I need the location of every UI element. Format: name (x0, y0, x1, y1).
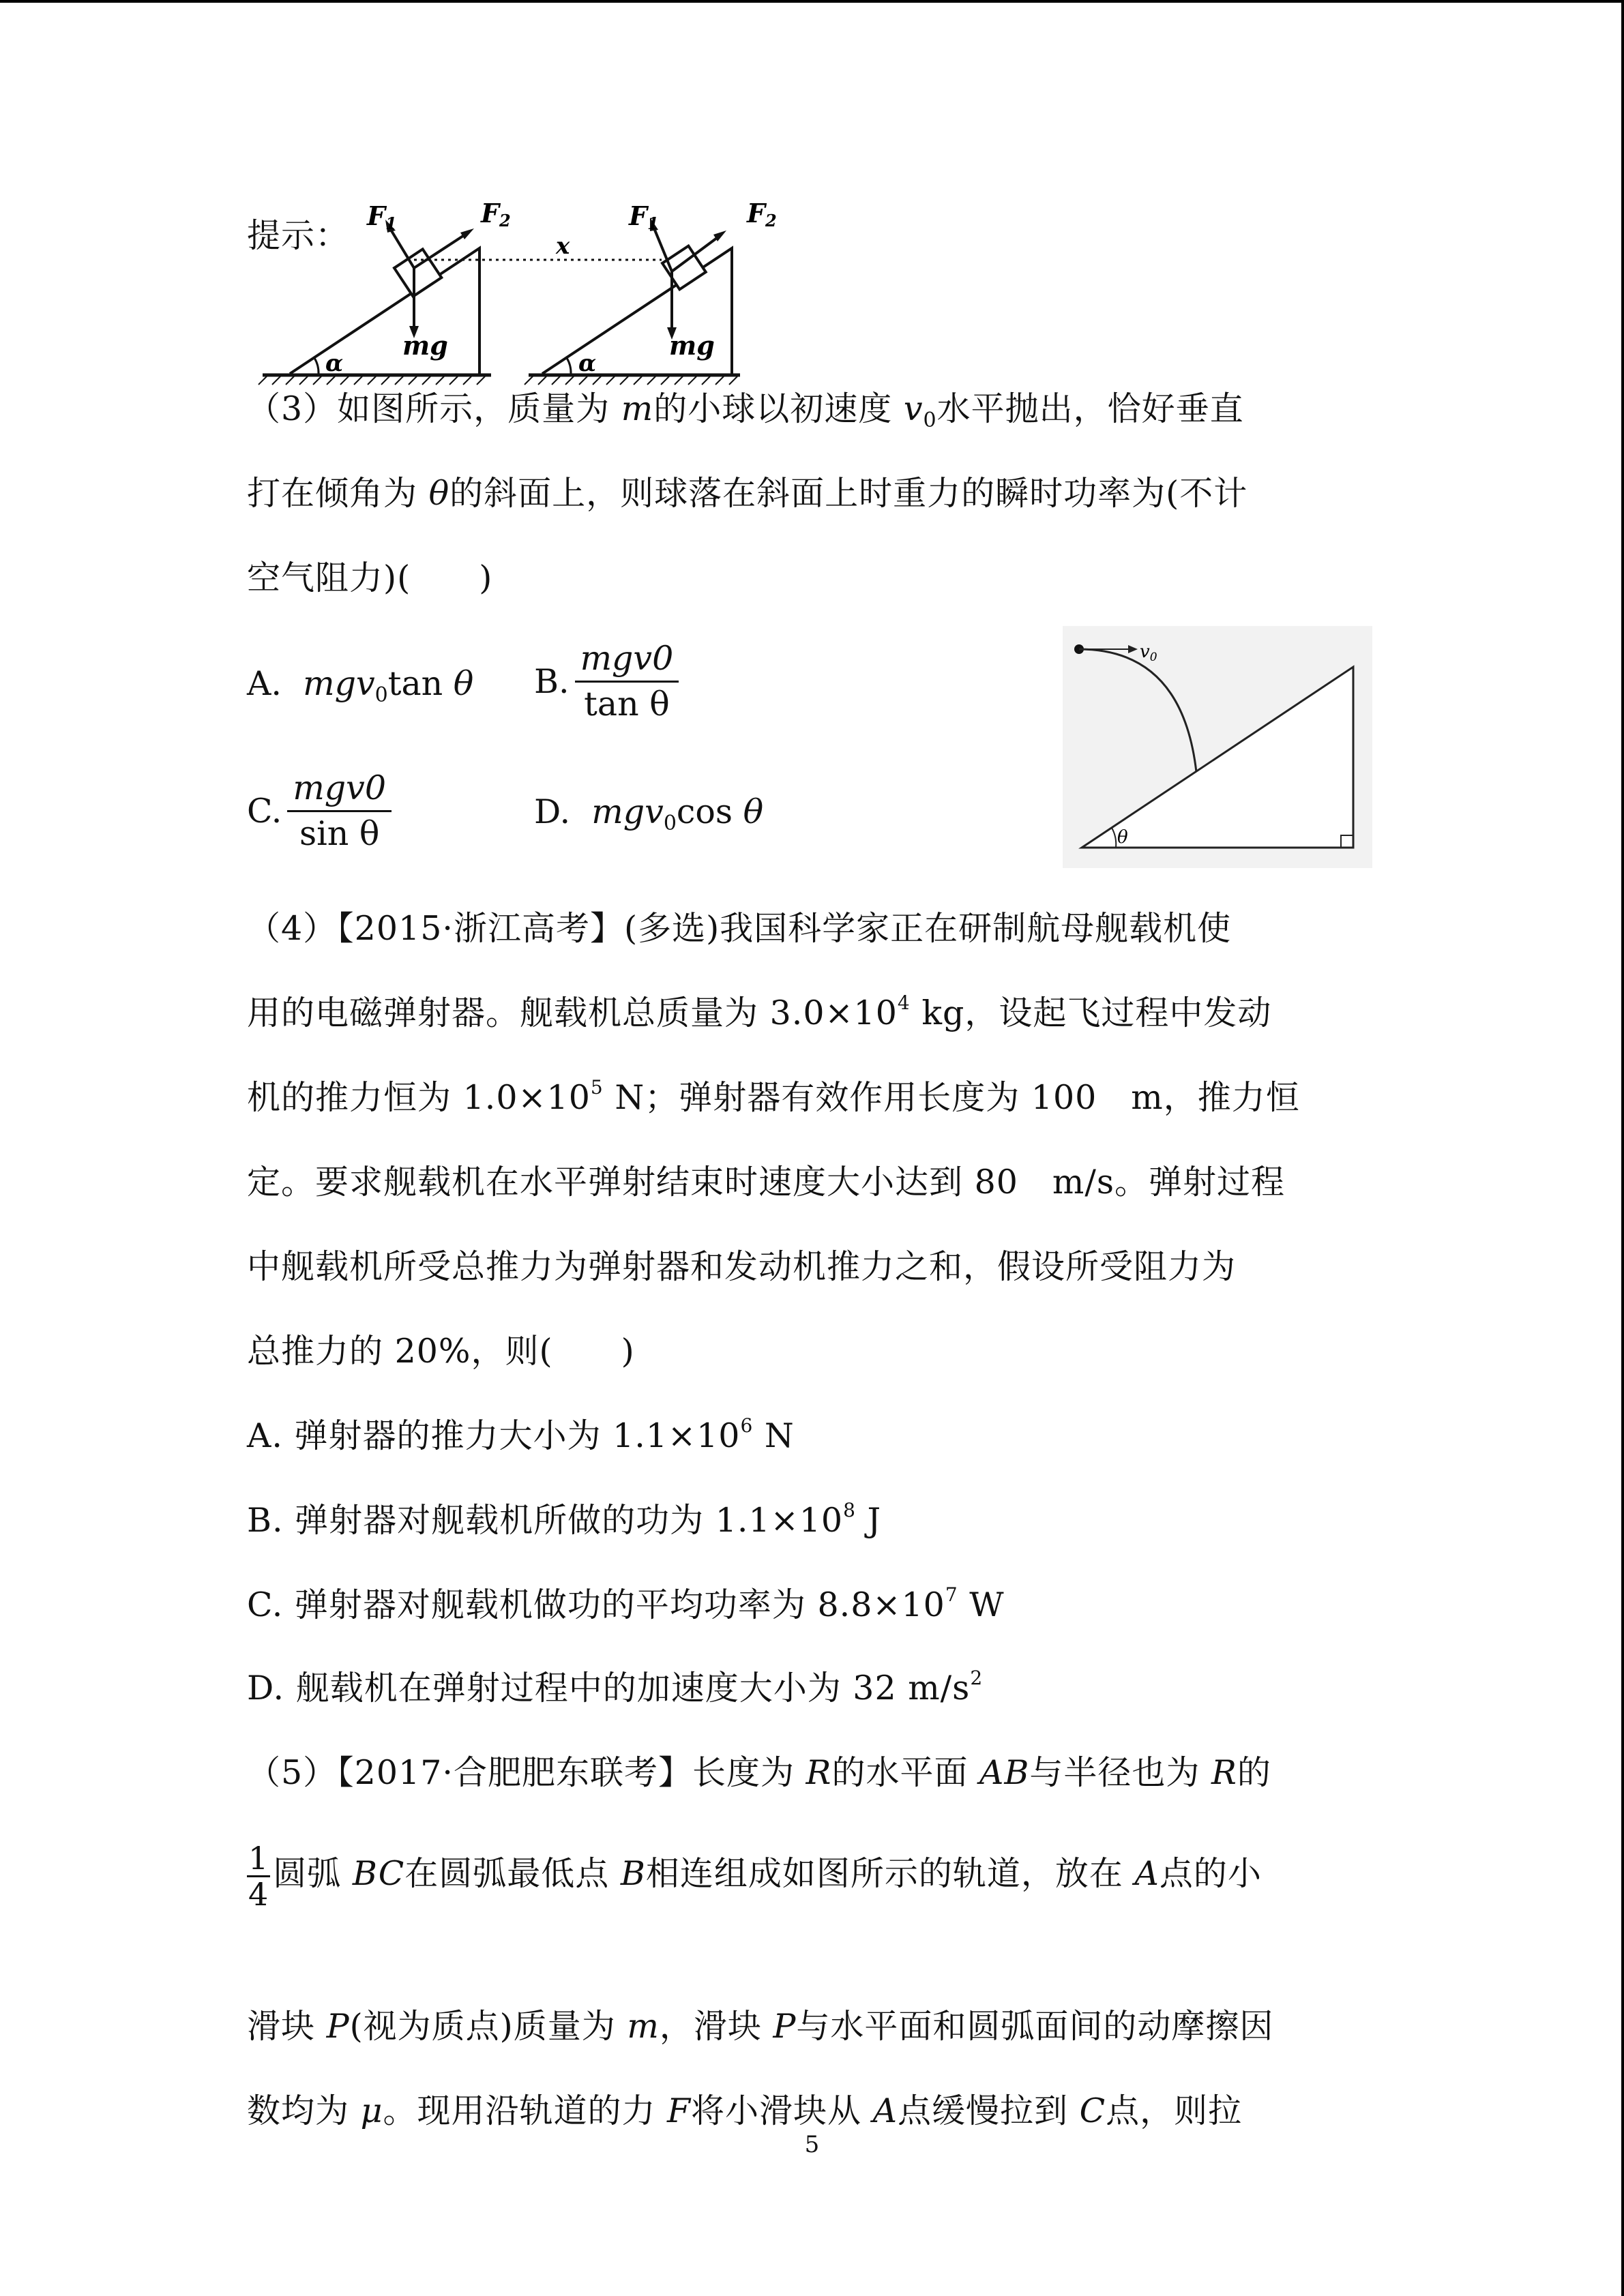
hint-figure (263, 195, 945, 386)
label-alpha-left: α (325, 350, 344, 377)
page-frame-top (0, 0, 1624, 3)
page-number: 5 (804, 2131, 820, 2158)
ground-hatch-left (259, 376, 485, 385)
q3-b-denominator: tan θ (584, 685, 670, 724)
hint-label: 提示： (247, 216, 350, 255)
q4-line-4: 定。要求舰载机在水平弹射结束时速度大小达到 80 m/s。弹射过程 (247, 1163, 1286, 1202)
q3-option-b: B. $\frac{\text{mgv0}}{\text{tan θ}}$ (534, 637, 684, 726)
q3-b-numerator: mgv0 (575, 637, 679, 683)
q5-line-2: $\frac{1}{4}$ 圆弧 BC在圆弧最低点 B相连组成如图所示的轨道，放在 A点的小 (248, 1840, 1262, 1913)
q3-figure (1063, 626, 1372, 868)
q5-line-3: 滑块 P(视为质点)质量为 m，滑块 P与水平面和圆弧面间的动摩擦因 (247, 2007, 1274, 2046)
q4-line-6: 总推力的 20%，则( ) (247, 1332, 635, 1371)
ground-hatch-right (525, 376, 737, 385)
label-F2-right: F2 (747, 198, 777, 230)
label-mg-left: mg (402, 330, 448, 361)
alpha-arc-left (314, 358, 319, 374)
q3-option-d: D. mgv$_0$cos θ (534, 792, 764, 835)
q4-option-d: D. 舰载机在弹射过程中的加速度大小为 32 $m/s^2$ (247, 1667, 984, 1708)
q5-line-4: 数均为 μ。现用沿轨道的力 F将小滑块从 A点缓慢拉到 C点，则拉 (247, 2091, 1243, 2130)
alpha-arc-right (567, 358, 571, 374)
q4-option-c: C. 弹射器对舰载机做功的平均功率为 $8.8\times 10^7$ W (247, 1583, 1005, 1624)
label-alpha-right: α (578, 350, 597, 377)
label-mg-right: mg (669, 330, 715, 361)
incline-left (290, 248, 479, 374)
q3-line-1: （3）如图所示，质量为 m的小球以初速度 $v_0$水平抛出，恰好垂直 (247, 389, 1244, 432)
label-x: x (556, 233, 570, 260)
q4-line-2: 用的电磁弹射器。舰载机总质量为 $3.0\times 10^4$ kg，设起飞过程中发动 (247, 992, 1272, 1032)
q3-label-theta: θ (1117, 827, 1128, 848)
q3-line-2: 打在倾角为 θ的斜面上，则球落在斜面上时重力的瞬时功率为(不计 (247, 474, 1248, 513)
q3-option-a: A. mgv$_0$tan θ (247, 664, 474, 707)
q3-label-v0: v0 (1140, 642, 1157, 664)
q3-c-denominator: sin θ (299, 814, 380, 853)
page-frame-right (1621, 0, 1624, 2296)
label-F1-right: F1 (629, 200, 659, 233)
q3-c-numerator: mgv0 (287, 766, 392, 812)
q4-option-b: B. 弹射器对舰载机所做的功为 $1.1\times 10^8$ J (247, 1499, 882, 1540)
q5-line-1: （5）【2017·合肥肥东联考】长度为 R的水平面 AB与半径也为 R的 (247, 1753, 1271, 1792)
label-F2-left: F2 (481, 198, 511, 230)
q4-line-1: （4）【2015·浙江高考】(多选)我国科学家正在研制航母舰载机使 (247, 909, 1232, 948)
quarter-fraction: $\frac{1}{4}$ (248, 1840, 269, 1913)
q4-option-a: A. 弹射器的推力大小为 $1.1\times 10^6$ N (247, 1414, 795, 1455)
label-F1-left: F1 (367, 200, 397, 233)
q4-line-3: 机的推力恒为 $1.0\times 10^5$ N；弹射器有效作用长度为 100 m，推力恒 (247, 1076, 1300, 1117)
q3-line-3: 空气阻力)( ) (247, 558, 493, 597)
q4-line-5: 中舰载机所受总推力为弹射器和发动机推力之和，假设所受阻力为 (247, 1247, 1237, 1286)
q3-option-c: C. $\frac{\text{mgv0}}{\text{sin θ}}$ (247, 766, 397, 856)
